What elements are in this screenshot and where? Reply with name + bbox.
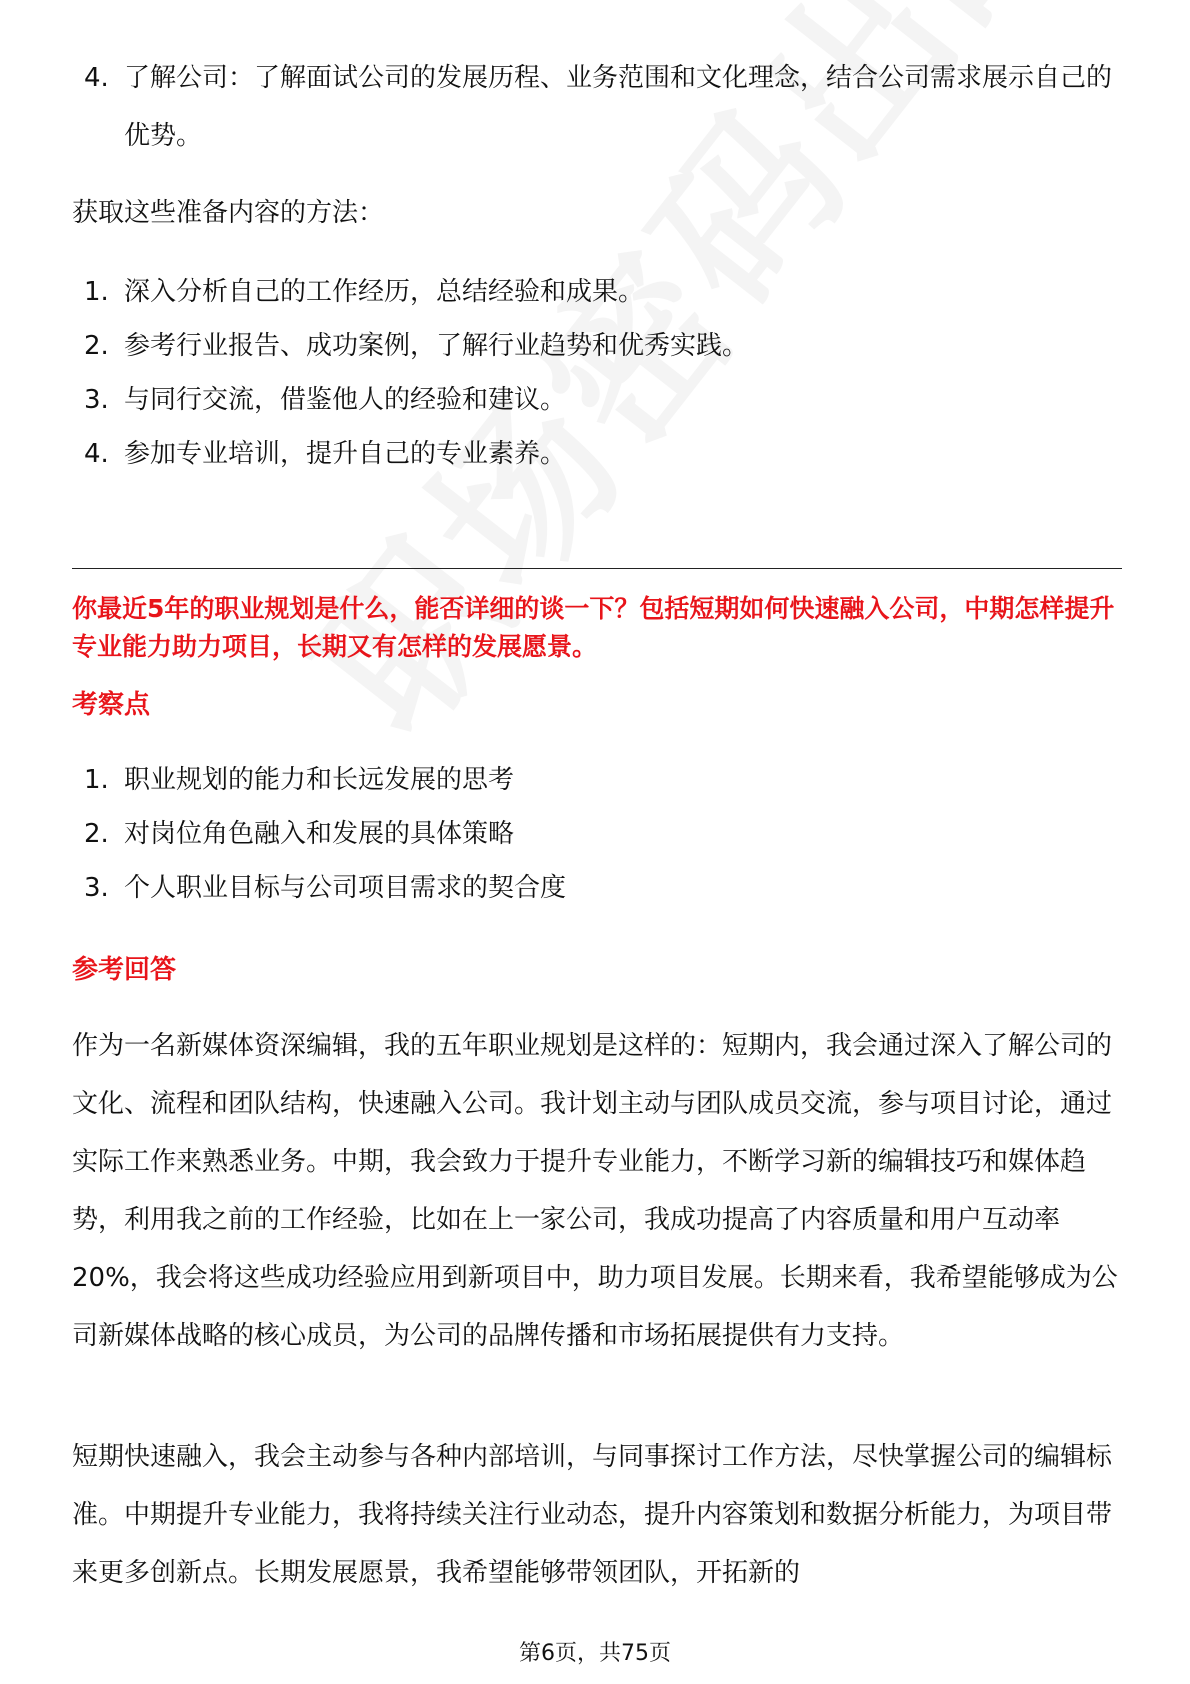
list-item: [84, 263, 1124, 321]
methods-intro: 获取这些准备内容的方法：: [72, 198, 385, 228]
list-item: [84, 751, 1124, 809]
list-item-text: 个人职业目标与公司项目需求的契合度: [124, 873, 567, 903]
list-item-number: 4.: [84, 439, 109, 469]
list-item-text: 与同行交流，借鉴他人的经验和建议。: [124, 385, 567, 415]
list-item-text: 职业规划的能力和长远发展的思考: [124, 765, 515, 795]
answer-paragraph: 短期快速融入，我会主动参与各种内部培训，与同事探讨工作方法，尽快掌握公司的编辑标准。中期提升专业能力，我将持续关注行业动态，提升内容策划和数据分析能力，为项目带来更多创新点。长期发展愿景，我希望能够带领团队，开拓新的: [72, 1442, 1113, 1588]
list-item-number: 2.: [84, 331, 109, 361]
list-item: [84, 49, 1124, 165]
list-item-text: 参加专业培训，提升自己的专业素养。: [124, 439, 567, 469]
list-item-number: 1.: [84, 277, 109, 307]
list-item: [84, 317, 1124, 375]
list-item: [84, 425, 1124, 483]
page-number: 第6页，共75页: [519, 1641, 671, 1666]
answer-heading: 参考回答: [72, 955, 177, 985]
list-item-text: 深入分析自己的工作经历，总结经验和成果。: [124, 277, 645, 307]
list-item: [84, 805, 1124, 863]
list-item-text: 了解公司：了解面试公司的发展历程、业务范围和文化理念，结合公司需求展示自己的优势。: [124, 63, 1113, 151]
list-item-number: 3.: [84, 385, 109, 415]
list-item: [84, 371, 1124, 429]
interview-question: 你最近5年的职业规划是什么，能否详细的谈一下？包括短期如何快速融入公司，中期怎样提升专业能力助力项目，长期又有怎样的发展愿景。: [72, 594, 1115, 661]
list-item-number: 4.: [84, 63, 109, 93]
list-item-number: 1.: [84, 765, 109, 795]
list-item-text: 参考行业报告、成功案例，了解行业趋势和优秀实践。: [124, 331, 749, 361]
list-item-number: 2.: [84, 819, 109, 849]
list-item: [84, 859, 1124, 917]
list-item-number: 3.: [84, 873, 109, 903]
section-divider: [72, 568, 1122, 569]
examine-heading: 考察点: [72, 690, 151, 720]
answer-paragraph: 作为一名新媒体资深编辑，我的五年职业规划是这样的：短期内，我会通过深入了解公司的文化、流程和团队结构，快速融入公司。我计划主动与团队成员交流，参与项目讨论，通过实际工作来熟悉业务。中期，我会致力于提升专业能力，不断学习新的编辑技巧和媒体趋势，利用我之前的工作经验，比如在上一家公司，我成功提高了内容质量和用户互动率20%，我会将这些成功经验应用到新项目中，助力项目发展。长期来看，我希望能够成为公司新媒体战略的核心成员，为公司的品牌传播和市场拓展提供有力支持。: [72, 1031, 1118, 1351]
list-item-text: 对岗位角色融入和发展的具体策略: [124, 819, 515, 849]
